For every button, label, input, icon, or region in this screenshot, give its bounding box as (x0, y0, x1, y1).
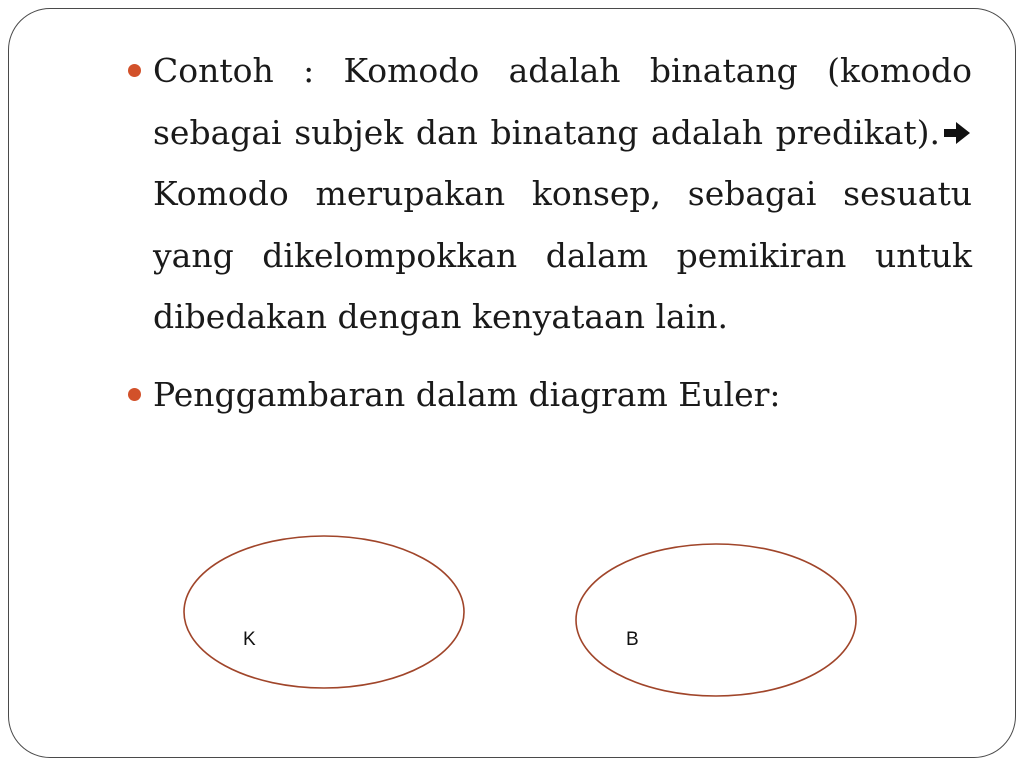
bullet-euler-text: Penggambaran dalam diagram Euler: (153, 374, 781, 414)
bullet-dot-icon (128, 64, 141, 77)
bullet-example (122, 40, 972, 348)
bullet-example-text-continued: Komodo merupakan konsep, sebagai sesuatu yang dikelompokkan dalam pemikiran untuk dibedakan dengan kenyataan lain. (153, 174, 972, 336)
euler-set-k-label: K (243, 629, 256, 650)
euler-set-b-label: B (626, 629, 639, 650)
right-arrow-icon (942, 102, 972, 164)
bullet-dot-icon (128, 388, 141, 401)
bullet-euler (122, 364, 972, 426)
slide-body (122, 40, 972, 425)
bullet-example-text: Contoh : Komodo adalah binatang (komodo sebagai subjek dan binatang adalah predikat). (153, 51, 972, 152)
